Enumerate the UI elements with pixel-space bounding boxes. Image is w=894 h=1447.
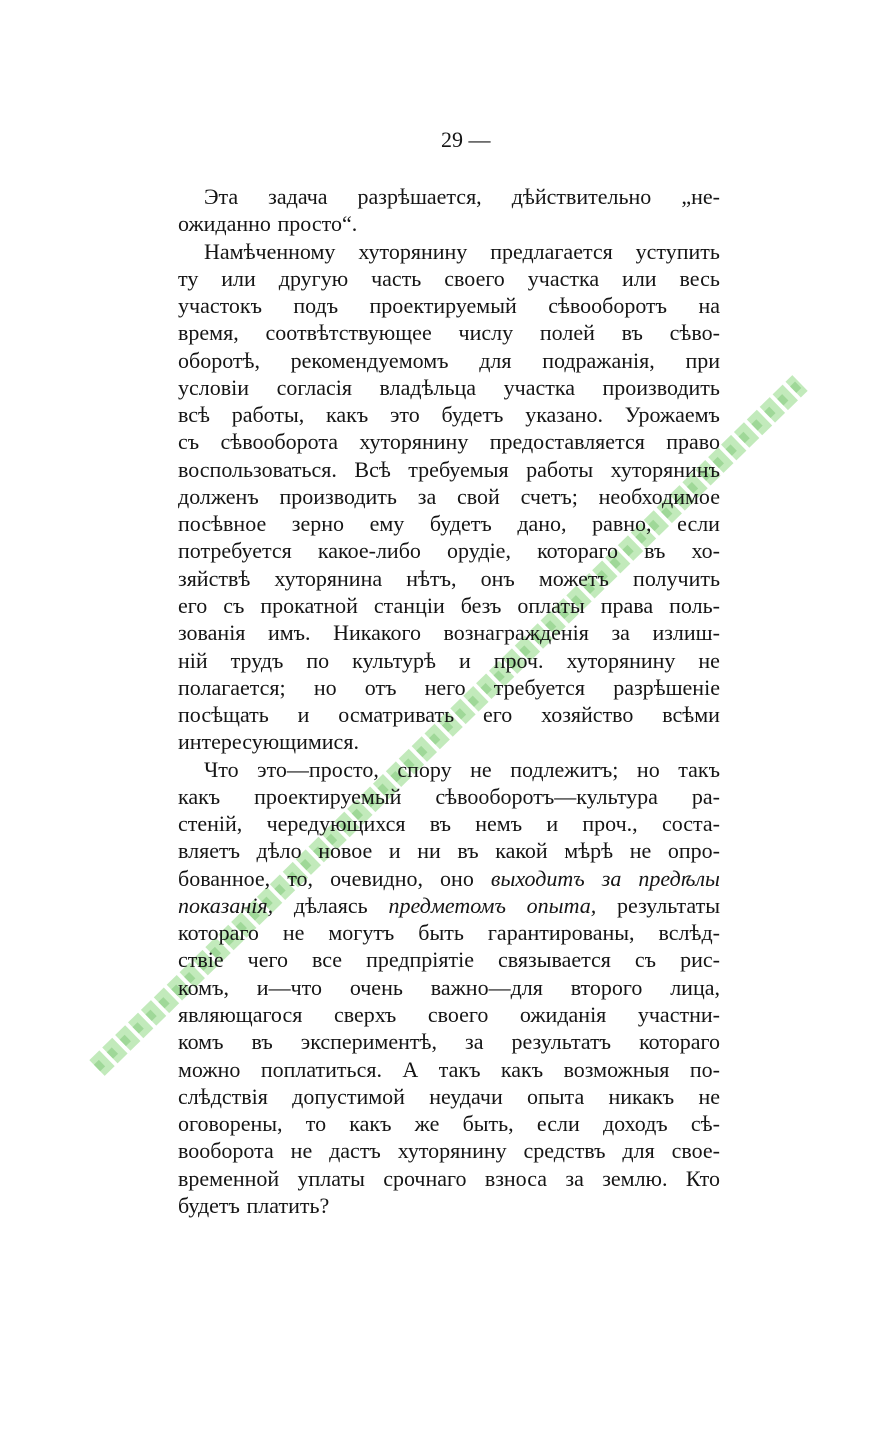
word: дано,	[517, 511, 567, 537]
word: отъ	[364, 674, 397, 700]
word: и—что	[256, 974, 322, 1000]
text-line	[178, 238, 720, 265]
word: орудіе,	[447, 538, 511, 564]
word: съ	[634, 947, 657, 973]
word: выходитъ	[490, 865, 585, 891]
word: какой	[495, 838, 548, 864]
word: просто“.	[277, 211, 358, 237]
word: результаты	[617, 892, 720, 918]
word: въ	[251, 1029, 273, 1055]
word: зерно	[291, 511, 345, 537]
text-line	[178, 837, 720, 864]
word: спору	[397, 756, 452, 782]
word: свое-	[671, 1138, 720, 1164]
text-line	[178, 456, 720, 483]
word: интересующимися.	[178, 729, 359, 755]
word: очень	[349, 974, 403, 1000]
word: посѣщать	[178, 702, 269, 728]
word: вляетъ	[178, 838, 240, 864]
word: если	[536, 1111, 580, 1137]
word: быть,	[462, 1111, 514, 1137]
word: но	[636, 756, 660, 782]
word: опыта	[527, 1083, 585, 1109]
word: комъ,	[178, 974, 229, 1000]
word: являющагося	[178, 1001, 303, 1027]
word: указано.	[525, 402, 604, 428]
word: сѣво-	[669, 320, 720, 346]
word: доходъ	[602, 1111, 668, 1137]
word: предоставляется	[489, 429, 645, 455]
word: предметомъ	[388, 892, 506, 918]
word: хуторянину	[397, 1138, 507, 1164]
word: безъ	[460, 592, 502, 618]
word: право	[666, 429, 720, 455]
text-line	[178, 1056, 720, 1083]
word: своего	[427, 1001, 489, 1027]
word: ожиданно	[178, 211, 271, 237]
word: сѣ-	[690, 1111, 720, 1137]
word: него	[424, 674, 466, 700]
word: посѣвное	[178, 511, 267, 537]
word: разрѣшеніе	[613, 674, 720, 700]
word: чередующихся	[266, 811, 406, 837]
word: проектируемый	[254, 783, 402, 809]
word: поплатиться.	[260, 1056, 382, 1082]
text-line	[178, 565, 720, 592]
word: потребуется	[178, 538, 292, 564]
word: очевидно,	[330, 865, 423, 891]
word: вооборота	[178, 1138, 274, 1164]
word: средствъ	[523, 1138, 606, 1164]
word: ни	[417, 838, 441, 864]
text-line	[178, 347, 720, 374]
word: какое-либо	[317, 538, 421, 564]
paragraph	[178, 183, 720, 238]
page-number: 29 —	[441, 127, 491, 152]
word: не	[470, 756, 492, 782]
word: котораго	[178, 920, 259, 946]
word: Всѣ	[354, 456, 391, 482]
word: ту	[178, 265, 199, 291]
text-line	[178, 401, 720, 428]
word: требуется	[493, 674, 586, 700]
word: и	[458, 647, 471, 673]
word: Эта	[204, 184, 239, 209]
word: проч.,	[582, 811, 638, 837]
word: вслѣд-	[658, 920, 720, 946]
text-line	[178, 919, 720, 946]
word: зяйствѣ	[178, 565, 251, 591]
word: предпріятіе	[366, 947, 475, 973]
word: поль-	[669, 592, 720, 618]
word: какъ	[178, 783, 221, 809]
text-line	[178, 1083, 720, 1110]
word: сѣвооборотъ—культура	[435, 783, 658, 809]
word: имъ.	[267, 620, 311, 646]
word: проектируемый	[369, 293, 517, 319]
text-line	[178, 974, 720, 1001]
word: онъ	[480, 565, 515, 591]
word: за	[565, 1165, 584, 1191]
word: другую	[278, 265, 349, 291]
word: показанія,	[178, 892, 274, 918]
word: весь	[679, 265, 720, 291]
paragraph	[178, 238, 720, 756]
word: опро-	[667, 838, 720, 864]
word: станціи	[373, 592, 445, 618]
word: это	[389, 402, 420, 428]
word: будетъ	[429, 511, 492, 537]
word: будетъ	[178, 1192, 240, 1218]
word: производить	[602, 374, 720, 400]
word: требуемыя	[408, 456, 509, 482]
word: въ	[457, 838, 479, 864]
word: производить	[279, 483, 397, 509]
text-body	[178, 183, 720, 1219]
word: неудачи	[429, 1083, 503, 1109]
text-line	[178, 183, 720, 210]
word: платить?	[246, 1192, 330, 1218]
text-line	[178, 265, 720, 292]
text-line	[178, 728, 720, 755]
word: дѣйствительно	[511, 184, 652, 209]
text-line	[178, 865, 720, 892]
word: связывается	[498, 947, 611, 973]
text-line	[178, 1001, 720, 1028]
word: за	[465, 1029, 484, 1055]
word: предлагается	[490, 238, 613, 264]
word: уплаты	[297, 1165, 365, 1191]
word: всѣ	[178, 402, 210, 428]
text-line	[178, 647, 720, 674]
word: соста-	[661, 811, 720, 837]
word: немъ	[475, 811, 523, 837]
word: гарантированы,	[487, 920, 635, 946]
word: экспериментѣ,	[300, 1029, 437, 1055]
text-line	[178, 1137, 720, 1164]
word: разрѣшается,	[357, 184, 482, 209]
word: можно	[178, 1056, 241, 1082]
word: же	[414, 1111, 440, 1137]
word: котораго	[537, 538, 618, 564]
text-line	[178, 292, 720, 319]
word: не	[282, 920, 305, 946]
word: подъ	[293, 293, 339, 319]
word: за	[611, 620, 630, 646]
word: хо-	[691, 538, 720, 564]
text-line	[178, 892, 720, 919]
word: не	[290, 1138, 313, 1164]
word: можетъ	[538, 565, 609, 591]
word: предѣлы	[638, 865, 720, 891]
word: оно	[440, 865, 474, 891]
text-line	[178, 428, 720, 455]
word: проч.	[493, 647, 544, 673]
word: не	[698, 1083, 720, 1109]
word: свой	[457, 483, 500, 509]
word: временной	[178, 1165, 280, 1191]
word: взноса	[484, 1165, 548, 1191]
word: такъ	[438, 1056, 481, 1082]
word: но	[313, 674, 337, 700]
word: это—просто,	[257, 756, 379, 782]
word: такъ	[678, 756, 720, 782]
word: никакъ	[608, 1083, 675, 1109]
word: для	[479, 347, 512, 373]
word: за	[417, 483, 437, 509]
word: не	[629, 838, 652, 864]
paragraph	[178, 756, 720, 1220]
word: могутъ	[328, 920, 395, 946]
word: будетъ	[441, 402, 504, 428]
word: по-	[689, 1056, 720, 1082]
word: прокатной	[260, 592, 358, 618]
text-line	[178, 374, 720, 401]
text-line	[178, 946, 720, 973]
word: своего	[444, 265, 505, 291]
word: дѣлаясь	[293, 892, 368, 918]
text-line	[178, 592, 720, 619]
text-line	[178, 210, 720, 237]
word: то	[305, 1111, 327, 1137]
word: въ	[621, 320, 643, 346]
word: возможныя	[563, 1056, 670, 1082]
word: Кто	[685, 1165, 720, 1191]
word: новое	[318, 838, 373, 864]
word: въ	[429, 811, 451, 837]
word: комъ	[178, 1029, 224, 1055]
word: съ	[178, 429, 200, 455]
word: культурѣ	[352, 647, 436, 673]
word: хуторянину	[566, 647, 676, 673]
word: дѣло	[256, 838, 302, 864]
word: подлежитъ;	[510, 756, 619, 782]
word: какъ	[326, 402, 369, 428]
word: и	[297, 702, 310, 728]
word: дастъ	[329, 1138, 381, 1164]
word: бованное,	[178, 865, 271, 891]
word: не	[698, 647, 720, 673]
word: условіи	[178, 374, 250, 400]
word: оборотѣ,	[178, 347, 260, 373]
word: излиш-	[652, 620, 720, 646]
word: работы,	[231, 402, 305, 428]
word: соотвѣтствующее	[265, 320, 432, 346]
word: допустимой	[292, 1083, 405, 1109]
word: то,	[287, 865, 314, 891]
word: срочнаго	[383, 1165, 467, 1191]
word: участни-	[637, 1001, 720, 1027]
word: котораго	[639, 1029, 720, 1055]
word: полагается;	[178, 674, 286, 700]
word: для	[622, 1138, 655, 1164]
text-line	[178, 701, 720, 728]
word: подражанія,	[542, 347, 655, 373]
word: быть	[418, 920, 464, 946]
text-line	[178, 810, 720, 837]
word: хуторянину	[359, 429, 469, 455]
text-line	[178, 537, 720, 564]
word: оплаты	[517, 592, 585, 618]
word: ра-	[691, 783, 720, 809]
word: работы	[526, 456, 594, 482]
word: вознагражденія	[443, 620, 589, 646]
word: счетъ;	[520, 483, 578, 509]
word: опыта,	[526, 892, 597, 918]
word: числу	[458, 320, 514, 346]
word: уступить	[635, 238, 720, 264]
word: при	[685, 347, 720, 373]
word: съ	[223, 592, 245, 618]
word: въ	[644, 538, 666, 564]
word: получить	[633, 565, 720, 591]
word: трудъ	[230, 647, 284, 673]
word: рекомендуемомъ	[290, 347, 449, 373]
word: или	[221, 265, 256, 291]
text-line	[178, 483, 720, 510]
word: задача	[268, 184, 328, 209]
word: второго	[570, 974, 643, 1000]
word: владѣльца	[379, 374, 477, 400]
word: какъ	[500, 1056, 544, 1082]
text-line	[178, 1028, 720, 1055]
word: полей	[539, 320, 595, 346]
word: все	[312, 947, 343, 973]
word: время,	[178, 320, 239, 346]
word: на	[698, 293, 720, 319]
word: важно—для	[430, 974, 543, 1000]
word: сѣвооборотъ	[548, 293, 668, 319]
word: землю.	[602, 1165, 668, 1191]
word: по	[306, 647, 330, 673]
word: согласія	[276, 374, 352, 400]
text-line	[178, 510, 720, 537]
word: воспользоваться.	[178, 456, 337, 482]
text-line	[178, 1165, 720, 1192]
word: стеній,	[178, 811, 243, 837]
word: результатъ	[511, 1029, 612, 1055]
word: ему	[369, 511, 405, 537]
word: его	[178, 592, 208, 618]
word: участокъ	[178, 293, 262, 319]
word: сѣвооборота	[220, 429, 339, 455]
word: какъ	[349, 1111, 392, 1137]
word: ній	[178, 647, 208, 673]
text-line	[178, 619, 720, 646]
word: А	[402, 1056, 419, 1082]
word: хозяйство	[541, 702, 634, 728]
word: рис-	[680, 947, 720, 973]
word: лица,	[670, 974, 720, 1000]
word: ожиданія	[519, 1001, 607, 1027]
word: и	[546, 811, 559, 837]
text-line	[178, 1192, 720, 1219]
word: Урожаемъ	[624, 402, 720, 428]
word: за	[601, 865, 622, 891]
word: мѣрѣ	[564, 838, 614, 864]
word: его	[482, 702, 513, 728]
word: равно,	[592, 511, 652, 537]
word: осматривать	[338, 702, 455, 728]
text-line	[178, 783, 720, 810]
word: „не-	[681, 184, 720, 209]
word: нѣтъ,	[406, 565, 457, 591]
text-line	[178, 319, 720, 346]
text-line	[178, 1110, 720, 1137]
word: или	[622, 265, 657, 291]
text-line	[178, 756, 720, 783]
text-line	[178, 674, 720, 701]
word: всѣми	[662, 702, 720, 728]
word: если	[677, 511, 720, 537]
word: необходимое	[598, 483, 720, 509]
word: слѣдствія	[178, 1083, 268, 1109]
word: участка	[503, 374, 575, 400]
word: права	[600, 592, 654, 618]
word: Никакого	[333, 620, 421, 646]
word: Намѣченному	[204, 238, 336, 264]
word: Что	[204, 756, 239, 782]
word: оговорены,	[178, 1111, 283, 1137]
word: ствіе	[178, 947, 224, 973]
word: сверхъ	[333, 1001, 397, 1027]
word: долженъ	[178, 483, 259, 509]
word: часть	[371, 265, 422, 291]
word: хуторянину	[358, 238, 468, 264]
word: хуторянинъ	[610, 456, 720, 482]
word: хуторянина	[274, 565, 383, 591]
word: чего	[247, 947, 288, 973]
word: участка	[527, 265, 600, 291]
word: и	[388, 838, 401, 864]
word: зованія	[178, 620, 246, 646]
